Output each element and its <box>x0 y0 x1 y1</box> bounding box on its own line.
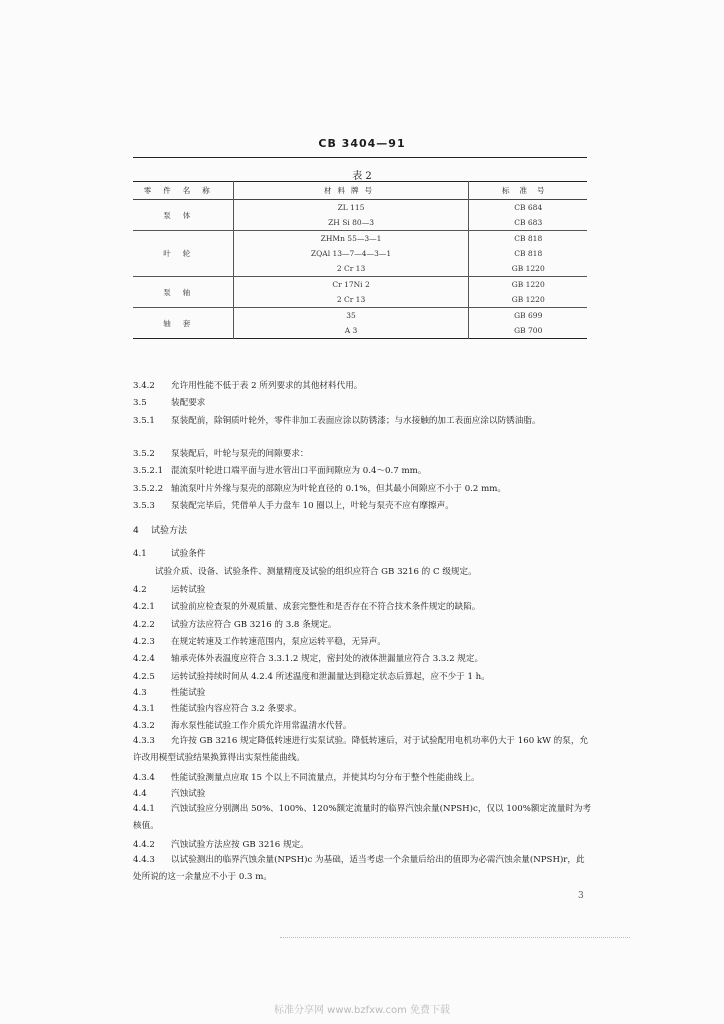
material-cell: A 3 <box>344 326 358 335</box>
clause-number: 4.2.1 <box>133 602 155 612</box>
standard-cell: GB 1220 <box>511 280 545 289</box>
clause-3-5-3 <box>133 501 593 512</box>
table-title: 表 2 <box>352 171 372 182</box>
clause-4-4-1 <box>133 801 593 835</box>
part-name-cell: 轴套 <box>133 308 233 339</box>
clause-number: 3.5.2.1 <box>133 466 164 476</box>
standard-cell: CB 818 <box>514 249 543 258</box>
clause-text: 装配要求 <box>171 398 206 408</box>
clause-number: 4.3.1 <box>133 704 155 714</box>
standard-cell: GB 1220 <box>511 264 545 273</box>
clause-3-5 <box>133 398 593 409</box>
material-cell: 2 Cr 13 <box>336 264 366 273</box>
standard-cell: GB 1220 <box>511 295 545 304</box>
standard-cell: CB 818 <box>514 234 543 243</box>
clause-text: 轴流泵叶片外缘与泵壳的部隙应为叶轮直径的 0.1%，但其最小间隙应不小于 0.2 mm。 <box>171 484 506 494</box>
header-rule <box>133 157 587 158</box>
clause-number: 3.5.2 <box>133 449 155 459</box>
clause-text: 性能试验测量点应取 15 个以上不同流量点，并使其均匀分布于整个性能曲线上。 <box>171 773 480 783</box>
clause-number: 4.2.5 <box>133 672 155 682</box>
clause-number: 4.1 <box>133 549 147 559</box>
clause-number: 3.5.3 <box>133 501 155 511</box>
clause-3-5-2 <box>133 449 593 460</box>
clause-3-5-1 <box>133 413 593 430</box>
clause-number: 3.5 <box>133 398 147 408</box>
clause-4-4-3 <box>133 852 593 886</box>
clause-number: 4.4.3 <box>133 855 155 865</box>
clause-number: 3.4.2 <box>133 381 155 391</box>
clause-number: 4.4.2 <box>133 840 155 850</box>
watermark: 标准分享网 www.bzfxw.com 免费下载 <box>274 1005 450 1016</box>
standard-cell: CB 684 <box>514 203 543 212</box>
clause-4-3-3 <box>133 733 593 767</box>
clause-text: 允许用性能不低于表 2 所列要求的其他材料代用。 <box>171 381 363 391</box>
clause-3-4-2 <box>133 381 593 392</box>
clause-4-4 <box>133 789 593 800</box>
clause-number: 3.5.1 <box>133 416 155 426</box>
clause-text: 混流泵叶轮进口端平面与进水管出口平面间隙应为 0.4～0.7 mm。 <box>171 466 427 476</box>
clause-3-5-2-1 <box>133 466 593 477</box>
materials-table <box>133 181 587 339</box>
material-cell: 2 Cr 13 <box>336 295 366 304</box>
clause-4-3-4 <box>133 773 593 784</box>
clause-text: 泵装配后，叶轮与泵壳的间隙要求： <box>171 449 309 459</box>
clause-4-3-2 <box>133 721 593 732</box>
table-row <box>133 277 587 308</box>
standard-cell: GB 700 <box>514 326 543 335</box>
column-header-standard: 标准号 <box>501 186 555 195</box>
table-header-row <box>133 182 587 200</box>
clause-4-4-2 <box>133 840 593 851</box>
clause-text: 轴承壳体外表温度应符合 3.3.1.2 规定，密封处的液体泄漏量应符合 3.3.2 规定。 <box>171 654 484 664</box>
clause-text: 运转试验 <box>171 585 206 595</box>
clause-number: 4.3.4 <box>133 773 155 783</box>
clause-text: 在规定转速及工作转速范围内，泵应运转平稳，无异声。 <box>171 637 386 647</box>
part-name-cell: 叶轮 <box>133 231 233 277</box>
clause-text: 性能试验内容应符合 3.2 条要求。 <box>171 704 302 714</box>
material-cell: ZL 115 <box>337 203 365 212</box>
clause-4-2-2 <box>133 620 593 631</box>
standard-cell: GB 699 <box>514 311 543 320</box>
column-header-material: 材料牌号 <box>233 182 469 200</box>
clause-3-5-2-2 <box>133 484 593 495</box>
clause-text: 以试验测出的临界汽蚀余量(NPSH)c 为基础，适当考虑一个余量后给出的值即为必需汽蚀余量(NPSH)r，此处所说的这一余量应不小于 0.3 m。 <box>133 855 585 882</box>
clause-text: 试验方法 <box>151 526 188 536</box>
standard-cell: CB 683 <box>514 218 543 227</box>
table-row <box>133 231 587 277</box>
clause-text: 汽蚀试验方法应按 GB 3216 规定。 <box>171 840 309 850</box>
clause-4-1 <box>133 549 593 560</box>
clause-4-2-3 <box>133 637 593 648</box>
clause-text: 性能试验 <box>171 688 206 698</box>
clause-number: 4.2.3 <box>133 637 155 647</box>
clause-number: 4.2 <box>133 585 147 595</box>
clause-text: 试验前应检查泵的外观质量、成套完整性和是否存在不符合技术条件规定的缺陷。 <box>171 602 481 612</box>
part-name-cell: 泵轴 <box>133 277 233 308</box>
clause-4-2-4 <box>133 654 593 665</box>
clause-text: 允许按 GB 3216 规定降低转速进行实泵试验。降低转速后，对于试验配用电机功率仍大于 160 kW 的泵，允许改用模型试验结果换算得出实泵性能曲线。 <box>133 736 589 763</box>
clause-number: 4 <box>133 526 139 536</box>
clause-text: 运转试验持续时间从 4.2.4 所述温度和泄漏量达到稳定状态后算起，应不少于 1 h。 <box>171 672 490 682</box>
clause-number: 4.2.4 <box>133 654 155 664</box>
clause-number: 4.3.2 <box>133 721 155 731</box>
clause-4-1-body <box>133 567 615 578</box>
clause-4-2 <box>133 585 593 596</box>
material-cell: 35 <box>346 311 356 320</box>
clause-number: 4.4 <box>133 789 147 799</box>
part-name-cell: 泵体 <box>133 200 233 231</box>
clause-text: 泵装配完毕后，凭借单人手力盘车 10 圈以上，叶轮与泵壳不应有摩擦声。 <box>171 501 454 511</box>
section-4-title <box>133 526 593 537</box>
clause-text: 海水泵性能试验工作介质允许用常温清水代替。 <box>171 721 352 731</box>
clause-text: 泵装配前，除铜质叶轮外，零件非加工表面应涂以防锈漆；与水接触的加工表面应涂以防锈油脂。 <box>171 416 541 426</box>
clause-text: 试验方法应符合 GB 3216 的 3.8 条规定。 <box>171 620 337 630</box>
clause-number: 3.5.2.2 <box>133 484 164 494</box>
column-header-part: 零件名称 <box>133 182 233 200</box>
clause-text: 试验条件 <box>171 549 206 559</box>
standard-code-header: CB 3404—91 <box>318 137 406 150</box>
clause-number: 4.2.2 <box>133 620 155 630</box>
table-row <box>133 308 587 339</box>
clause-number: 4.3 <box>133 688 147 698</box>
clause-number: 4.3.3 <box>133 736 155 746</box>
material-cell: ZQAl 13—7—4—3—1 <box>310 249 392 258</box>
footer-dotted-rule <box>280 937 630 938</box>
page-number: 3 <box>578 891 584 901</box>
material-cell: Cr 17Ni 2 <box>332 280 370 289</box>
clause-text: 试验介质、设备、试验条件、测量精度及试验的组织应符合 GB 3216 的 C 级规定。 <box>155 567 477 577</box>
clause-text: 汽蚀试验 <box>171 789 206 799</box>
material-cell: ZHMn 55—3—1 <box>320 234 382 243</box>
clause-number: 4.4.1 <box>133 804 155 814</box>
clause-4-3 <box>133 688 593 699</box>
table-row <box>133 200 587 231</box>
material-cell: ZH Si 80—3 <box>328 218 374 227</box>
clause-4-2-1 <box>133 602 593 613</box>
clause-text: 汽蚀试验应分别测出 50%、100%、120%额定流量时的临界汽蚀余量(NPSH)c，仅以 100%额定流量时为考核值。 <box>133 804 592 831</box>
clause-4-3-1 <box>133 704 593 715</box>
clause-4-2-5 <box>133 672 593 683</box>
